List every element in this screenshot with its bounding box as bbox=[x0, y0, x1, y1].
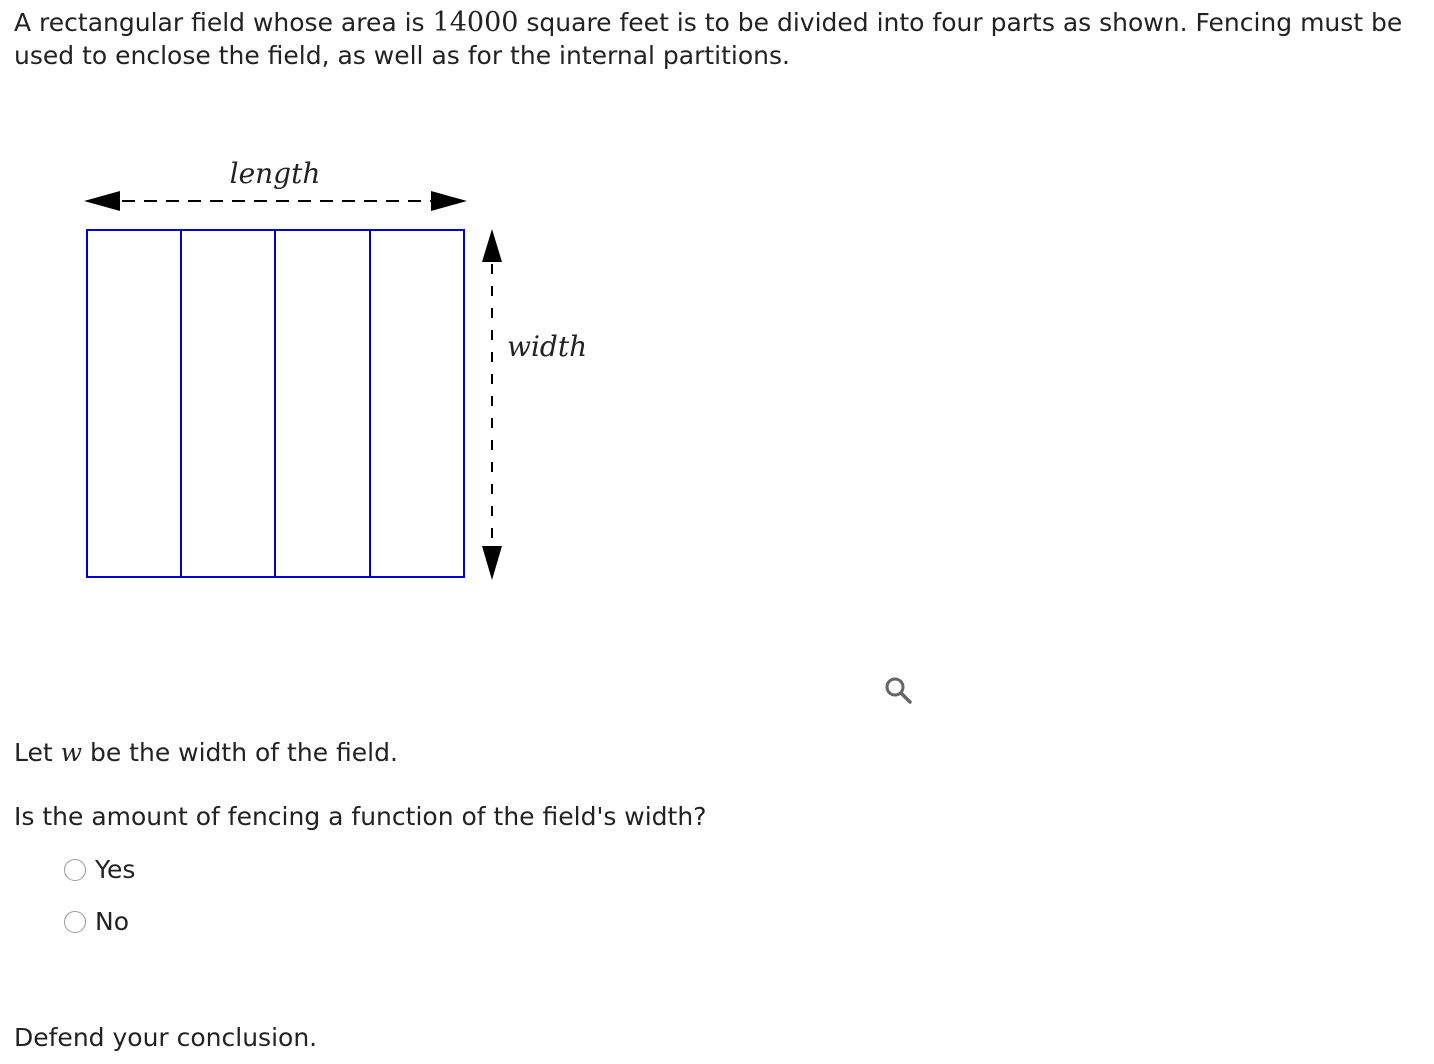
width-arrow-top-head bbox=[482, 229, 502, 262]
problem-text-before: A rectangular field whose area is bbox=[14, 8, 433, 37]
let-w-statement bbox=[14, 738, 398, 768]
radio-no[interactable] bbox=[64, 911, 86, 933]
problem-text-after: square feet is to be divided into four parts as shown. Fencing must be used to enclose the field, as well as for the internal partitions. bbox=[14, 8, 1403, 70]
let-prefix: Let bbox=[14, 738, 61, 767]
option-yes-label: Yes bbox=[95, 855, 136, 884]
variable-w: w bbox=[60, 738, 83, 767]
option-no[interactable] bbox=[64, 907, 129, 936]
defend-prompt: Defend your conclusion. bbox=[14, 1023, 318, 1052]
question-text: Is the amount of fencing a function of the field's width? bbox=[14, 802, 707, 831]
field-diagram bbox=[0, 0, 620, 600]
width-label: width bbox=[507, 330, 588, 363]
length-arrow-right-head bbox=[431, 191, 467, 211]
option-yes[interactable] bbox=[64, 855, 135, 884]
width-arrow-bottom-head bbox=[482, 546, 502, 580]
let-suffix: be the width of the field. bbox=[82, 738, 398, 767]
length-label: length bbox=[229, 157, 321, 190]
option-no-label: No bbox=[95, 907, 129, 936]
radio-yes[interactable] bbox=[64, 859, 86, 881]
area-value: 14000 bbox=[432, 7, 519, 38]
magnifier-icon[interactable] bbox=[881, 673, 915, 707]
length-arrow-left-head bbox=[84, 191, 120, 211]
